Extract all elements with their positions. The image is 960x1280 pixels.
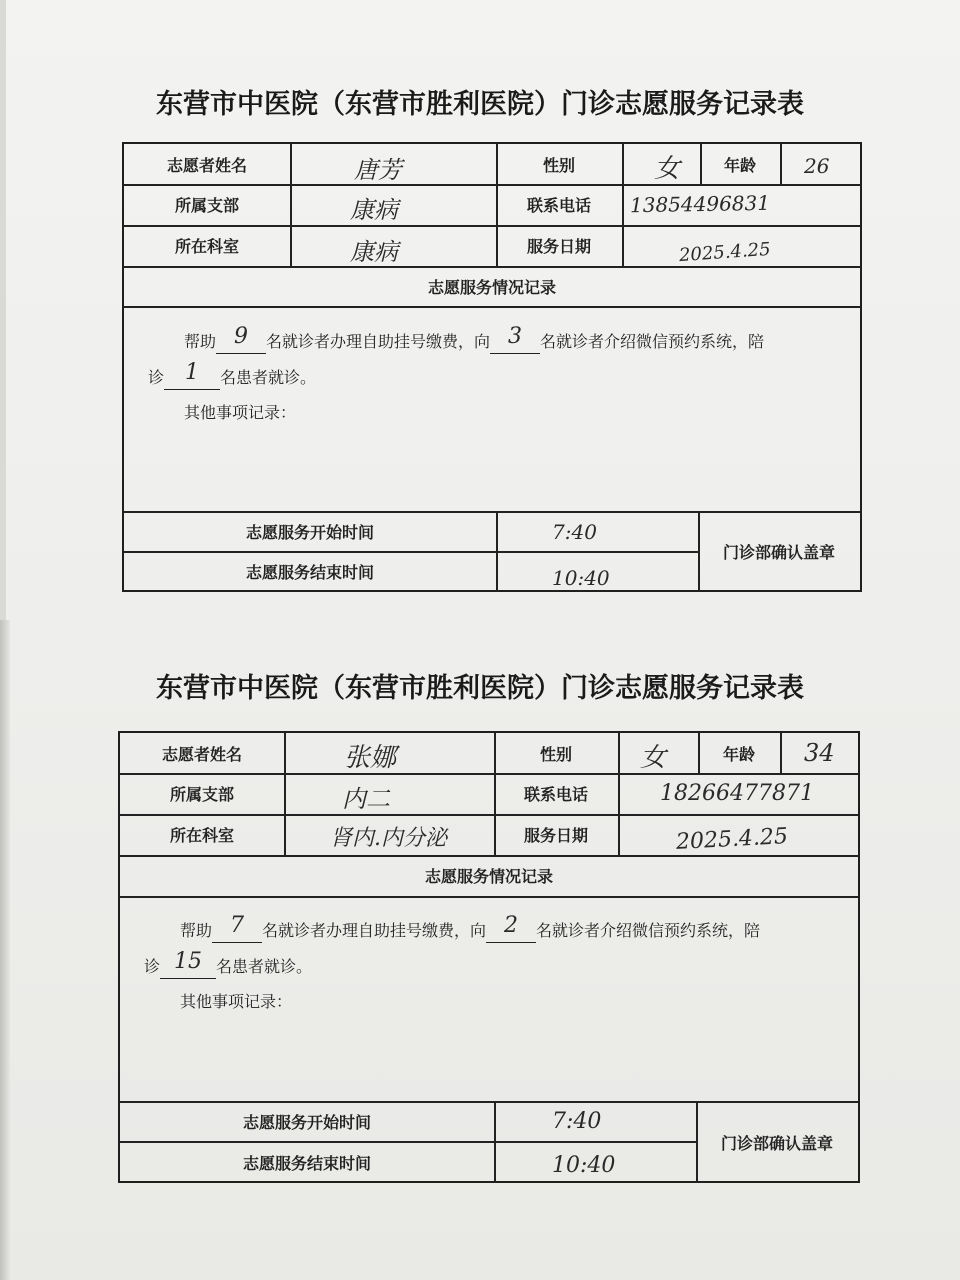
record-help-text: 帮助 (184, 332, 217, 351)
record-count-wechat: 3 (508, 324, 523, 349)
phone-value: 13854496831 (629, 190, 771, 218)
end-time-value: 10:40 (552, 566, 610, 590)
department-value: 肾内.内分泌 (330, 826, 447, 851)
form-table (118, 731, 860, 1183)
phone-label: 联系电话 (526, 196, 591, 215)
department-label: 所在科室 (169, 826, 234, 845)
age-label: 年龄 (723, 155, 756, 175)
record-count-wechat: 2 (504, 913, 519, 938)
branch-label: 所属支部 (169, 785, 234, 804)
gender-value: 女 (654, 154, 681, 184)
age-label: 年龄 (722, 744, 755, 764)
gender-label: 性别 (539, 744, 572, 764)
service-date-value: 2025.4.25 (675, 824, 789, 855)
record-escort-prefix: 诊 (144, 957, 161, 976)
record-escort-text: 名患者就诊。 (216, 957, 313, 976)
record-line-2 (144, 949, 313, 979)
gender-label: 性别 (542, 155, 575, 175)
record-count-escort: 1 (185, 360, 200, 385)
service-date-value: 2025.4.25 (678, 238, 772, 267)
name-value: 唐芳 (354, 156, 402, 184)
section-heading: 志愿服务情况记录 (424, 867, 553, 886)
form-title: 东营市中医院（东营市胜利医院）门诊志愿服务记录表 (156, 673, 804, 704)
record-help-text: 帮助 (180, 921, 213, 940)
branch-value: 康病 (350, 196, 398, 224)
gender-value: 女 (640, 743, 667, 773)
end-time-value: 10:40 (552, 1153, 616, 1178)
record-count-escort: 15 (174, 949, 203, 974)
name-label: 志愿者姓名 (166, 155, 247, 175)
start-time-label: 志愿服务开始时间 (245, 522, 374, 542)
record-escort-prefix: 诊 (148, 368, 165, 387)
record-line-1 (180, 913, 761, 943)
section-heading: 志愿服务情况记录 (427, 277, 556, 297)
record-count-register: 7 (230, 913, 245, 938)
record-register-text: 名就诊者办理自助挂号缴费，向 (266, 332, 491, 351)
record-other: 其他事项记录： (184, 403, 297, 422)
phone-label: 联系电话 (523, 785, 588, 804)
department-value: 康病 (350, 238, 398, 266)
phone-value: 18266477871 (660, 781, 814, 806)
service-date-label: 服务日期 (526, 237, 591, 256)
age-value: 26 (804, 154, 830, 178)
form-title: 东营市中医院（东营市胜利医院）门诊志愿服务记录表 (156, 89, 804, 120)
record-count-register: 9 (234, 324, 249, 349)
name-value: 张娜 (344, 743, 397, 773)
branch-label: 所属支部 (174, 196, 239, 215)
name-label: 志愿者姓名 (161, 744, 242, 764)
record-wechat-text: 名就诊者介绍微信预约系统，陪 (536, 921, 761, 940)
start-time-value: 7:40 (552, 1109, 602, 1134)
record-escort-text: 名患者就诊。 (220, 368, 317, 387)
start-time-label: 志愿服务开始时间 (242, 1112, 371, 1132)
record-register-text: 名就诊者办理自助挂号缴费，向 (262, 921, 487, 940)
end-time-label: 志愿服务结束时间 (245, 563, 374, 582)
stamp-label: 门诊部确认盖章 (722, 543, 835, 562)
department-label: 所在科室 (174, 237, 239, 256)
record-wechat-text: 名就诊者介绍微信预约系统，陪 (540, 332, 765, 351)
stamp-label: 门诊部确认盖章 (720, 1133, 833, 1153)
start-time-value: 7:40 (552, 520, 597, 544)
end-time-label: 志愿服务结束时间 (242, 1153, 371, 1173)
record-other: 其他事项记录： (180, 992, 293, 1011)
branch-value: 内二 (342, 785, 390, 813)
age-value: 34 (804, 739, 835, 767)
service-date-label: 服务日期 (523, 826, 588, 845)
